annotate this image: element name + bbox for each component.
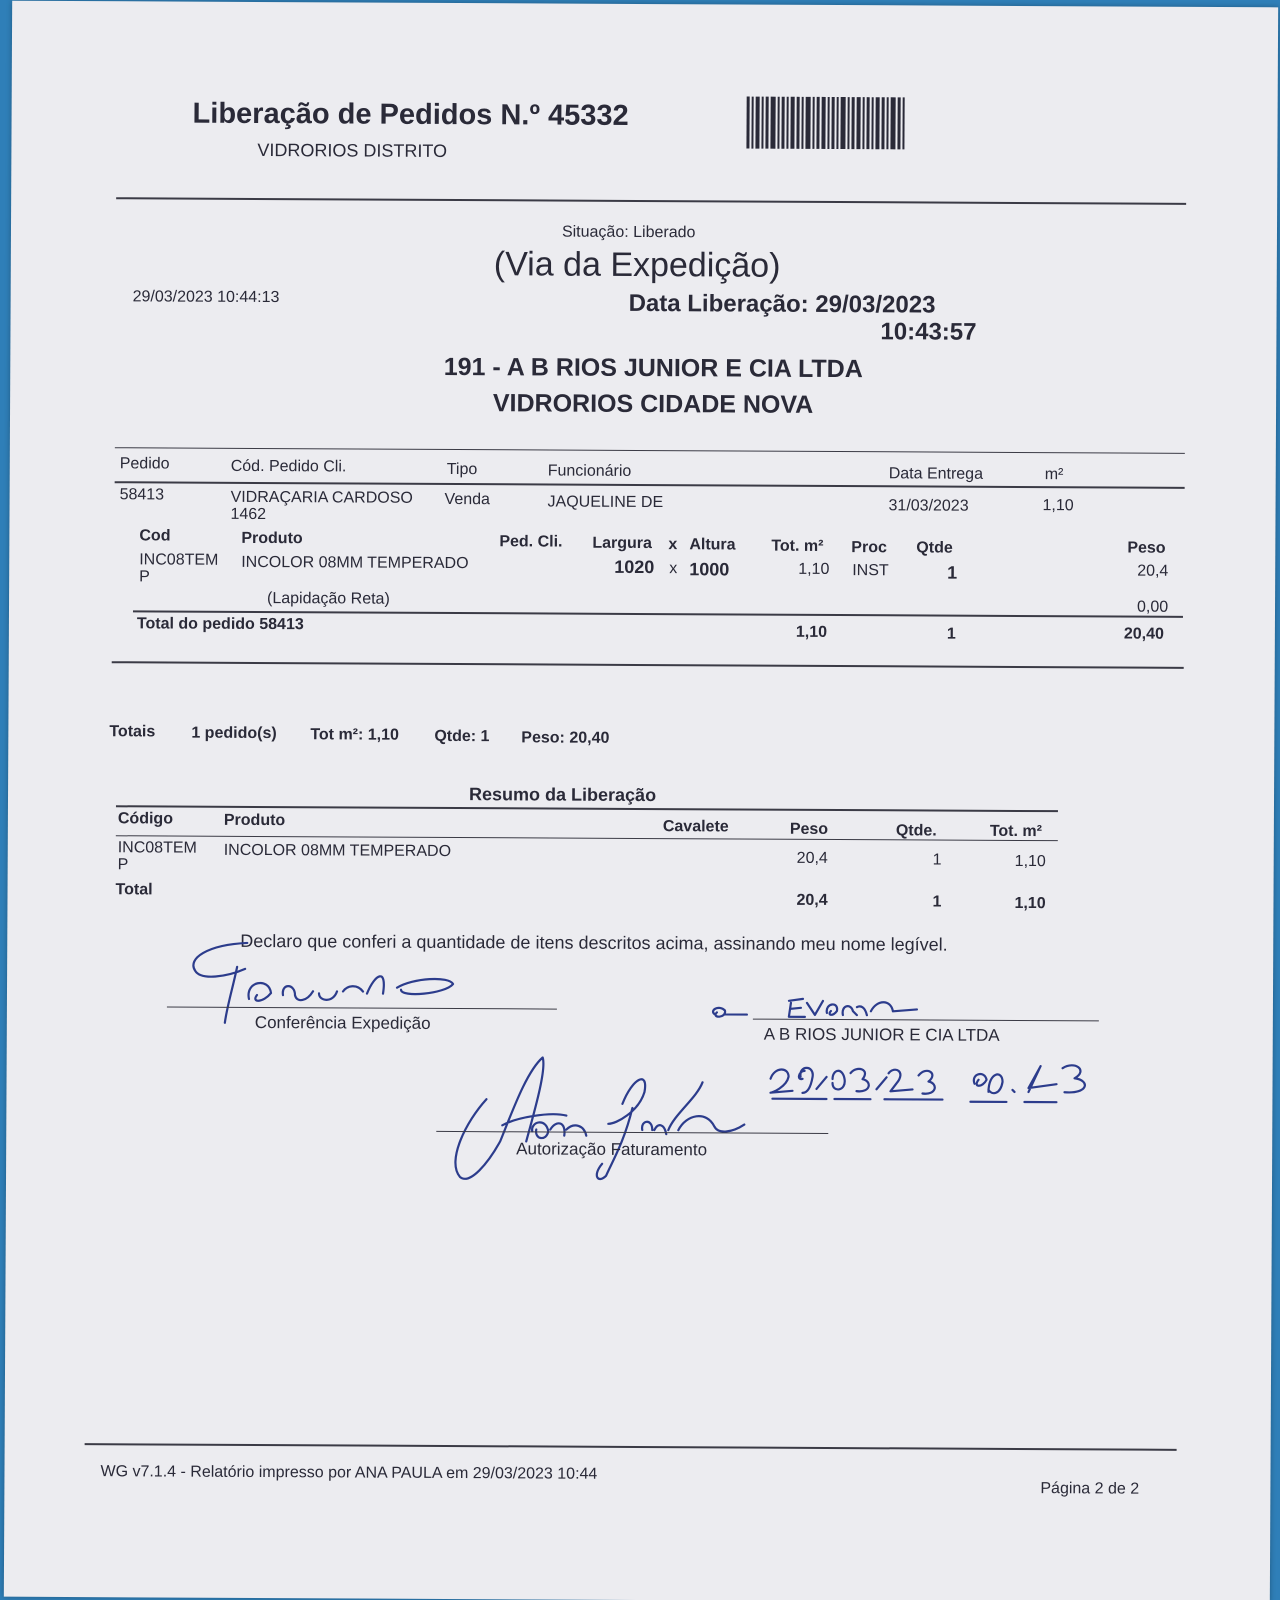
header-divider: [116, 197, 1186, 205]
totals-label: Totais: [109, 723, 156, 741]
summary-codigo: INC08TEM: [117, 839, 197, 857]
item-tot-m2: 1,10: [798, 560, 830, 578]
signature-ana-paula: [446, 1051, 757, 1198]
item-col-proc: Proc: [851, 539, 887, 557]
item-proc: INST: [852, 562, 889, 580]
order-cod-pedido-cli: VIDRAÇARIA CARDOSO: [230, 488, 413, 507]
footer-rule: [85, 1443, 1177, 1451]
order-header-rule: [115, 481, 1185, 489]
document-title: Liberação de Pedidos N.º 45332: [192, 97, 629, 132]
conferencia-label: Conferência Expedição: [254, 1012, 431, 1033]
client-name: 191 - A B RIOS JUNIOR E CIA LTDA: [443, 352, 863, 384]
via-label: (Via da Expedição): [493, 245, 781, 285]
order-table-top-rule: [115, 447, 1185, 454]
summary-total-peso: 20,4: [796, 891, 828, 909]
item-col-qtde: Qtde: [916, 539, 953, 557]
status-label: Situação: Liberado: [561, 223, 696, 242]
declaration-text: Declaro que conferi a quantidade de itens descritos acima, assinando meu nome legível.: [240, 930, 948, 955]
item-extra-label: (Lapidação Reta): [267, 590, 390, 608]
summary-qtde: 1: [932, 851, 942, 869]
release-date: Data Liberação: 29/03/2023: [628, 289, 936, 319]
client-company-label: A B RIOS JUNIOR E CIA LTDA: [763, 1024, 1000, 1045]
summary-col-cavalete: Cavalete: [662, 818, 729, 836]
col-cod-pedido-cli: Cód. Pedido Cli.: [230, 457, 347, 476]
footer-report: WG v7.1.4 - Relatório impresso por ANA PAULA em 29/03/2023 10:44: [100, 1463, 598, 1483]
barcode: [746, 97, 906, 150]
item-col-cod: Cod: [139, 527, 171, 545]
col-funcionario: Funcionário: [547, 462, 632, 480]
summary-total-label: Total: [115, 881, 153, 899]
item-peso: 20,4: [1137, 562, 1169, 580]
item-cod: INC08TEM: [139, 551, 219, 569]
print-datetime: 29/03/2023 10:44:13: [132, 288, 280, 307]
order-total-label: Total do pedido 58413: [136, 615, 304, 634]
item-col-produto: Produto: [241, 529, 303, 548]
company-name: VIDRORIOS DISTRITO: [257, 139, 448, 161]
item-col-ped-cli: Ped. Cli.: [499, 533, 563, 551]
summary-col-qtde: Qtde.: [895, 822, 937, 840]
summary-peso: 20,4: [796, 849, 828, 867]
item-col-largura: Largura: [592, 534, 652, 553]
item-col-tot-m2: Tot. m²: [771, 537, 824, 555]
summary-total-qtde: 1: [932, 893, 942, 911]
order-funcionario: JAQUELINE DE: [547, 493, 664, 512]
item-qtde: 1: [947, 562, 958, 583]
item-extra-peso: 0,00: [1136, 598, 1169, 616]
order-tipo: Venda: [444, 490, 491, 509]
footer-page-number: Página 2 de 2: [1040, 1480, 1140, 1498]
totals-pedidos: 1 pedido(s): [191, 724, 277, 743]
summary-tot-m2: 1,10: [1014, 852, 1046, 871]
summary-col-codigo: Código: [117, 810, 174, 828]
item-produto: INCOLOR 08MM TEMPERADO: [241, 553, 469, 573]
item-col-x: x: [668, 536, 678, 554]
order-m2: 1,10: [1042, 497, 1074, 515]
col-data-entrega: Data Entrega: [888, 465, 984, 483]
order-total-peso: 20,40: [1123, 625, 1164, 643]
order-total-qtde: 1: [946, 625, 956, 643]
release-time: 10:43:57: [880, 318, 977, 346]
client-store: VIDRORIOS CIDADE NOVA: [492, 389, 814, 419]
document-page: [4, 1, 1278, 1600]
totals-qtde: Qtde: 1: [434, 727, 490, 746]
col-tipo: Tipo: [446, 460, 478, 479]
order-table-bottom-rule: [112, 661, 1184, 669]
item-cod-2: P: [139, 568, 150, 586]
summary-codigo-2: P: [117, 856, 129, 874]
item-col-altura: Altura: [689, 536, 736, 554]
handwritten-date: [766, 1053, 1096, 1120]
summary-col-produto: Produto: [223, 811, 286, 830]
col-m2: m²: [1044, 466, 1064, 484]
item-largura: 1020: [614, 556, 655, 578]
order-cod-pedido-cli-2: 1462: [230, 505, 267, 524]
summary-col-peso: Peso: [789, 820, 829, 838]
totals-peso: Peso: 20,40: [521, 729, 610, 747]
item-col-peso: Peso: [1127, 539, 1166, 557]
order-pedido: 58413: [119, 486, 165, 504]
order-data-entrega: 31/03/2023: [888, 497, 969, 515]
autorizacao-label: Autorização Faturamento: [516, 1139, 708, 1160]
item-altura: 1000: [689, 559, 730, 580]
summary-total-tot-m2: 1,10: [1014, 894, 1046, 913]
order-total-m2: 1,10: [795, 623, 828, 641]
col-pedido: Pedido: [119, 455, 170, 473]
summary-produto: INCOLOR 08MM TEMPERADO: [223, 841, 452, 861]
totals-tot-m2: Tot m²: 1,10: [310, 726, 400, 744]
summary-col-tot-m2: Tot. m²: [989, 822, 1043, 841]
item-x: x: [669, 560, 678, 578]
summary-title: Resumo da Liberação: [468, 784, 657, 806]
